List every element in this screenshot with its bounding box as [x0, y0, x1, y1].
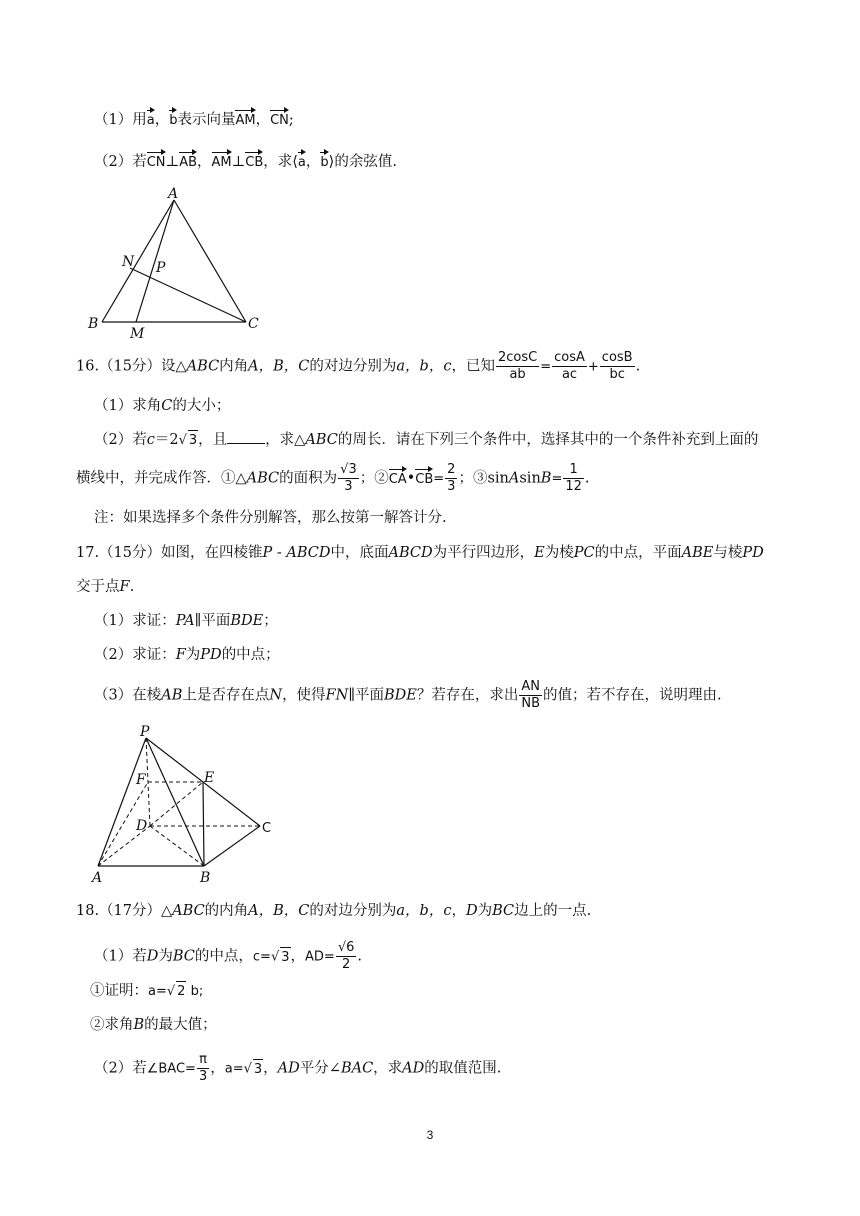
text: PC	[573, 545, 595, 561]
q17-heading-line2	[76, 577, 134, 597]
label-B: B	[200, 870, 211, 886]
text: .	[129, 579, 135, 595]
text: ，	[305, 154, 321, 170]
text: ，	[154, 112, 170, 128]
text: （1）求角	[94, 398, 162, 414]
text: D	[146, 948, 159, 965]
numerator: √3	[340, 462, 357, 477]
text: ABCD	[286, 545, 331, 561]
segment-CN	[130, 268, 246, 322]
text: ，求	[373, 1060, 403, 1077]
text: F	[119, 579, 130, 595]
denominator: 3	[344, 479, 353, 494]
denominator: ab	[509, 367, 526, 382]
text: a，b，c	[396, 903, 452, 919]
sqrt-value: 3	[253, 1059, 263, 1080]
text: （2）若	[94, 154, 147, 170]
q16-heading	[76, 350, 640, 383]
text: c	[146, 432, 155, 448]
vector-CB: CB	[245, 150, 263, 170]
text: ∥平面	[194, 613, 231, 629]
text: 的中点；	[221, 647, 280, 663]
edge-PB	[146, 738, 204, 866]
denominator: 3	[198, 1069, 208, 1084]
text: ，	[210, 1060, 225, 1077]
text: .	[635, 358, 641, 375]
text: ，已知	[451, 358, 495, 375]
vector-CN: CN	[147, 150, 166, 170]
text: BC	[172, 948, 195, 965]
text: .	[357, 948, 362, 965]
text: A，B，C	[248, 358, 310, 375]
label-B: B	[88, 316, 99, 332]
side-AC	[174, 200, 246, 322]
text: ⊥	[165, 154, 180, 170]
text: +	[587, 359, 599, 375]
numerator: 2cosC	[497, 350, 538, 365]
text: =	[433, 471, 445, 487]
text: AD	[277, 1060, 300, 1077]
text: 的大小；	[172, 398, 231, 414]
text: FN	[325, 687, 349, 704]
label-A: A	[168, 186, 179, 202]
text: （1）求证：	[94, 613, 176, 629]
text: ⟩	[328, 154, 335, 170]
numerator: 2	[447, 462, 456, 477]
text: ABC	[186, 358, 220, 375]
q16-note	[94, 508, 447, 528]
sqrt-sign: √	[270, 949, 280, 965]
text: BC	[492, 903, 515, 919]
text: ，	[197, 154, 212, 170]
vector-b: b	[320, 150, 328, 170]
text: PD	[200, 647, 222, 663]
text: 内角	[219, 358, 249, 375]
text: 的值；若不存在，说明理由.	[543, 687, 722, 704]
denominator: bc	[609, 367, 625, 382]
text: •	[406, 470, 416, 487]
text: 的最大值；	[144, 1017, 217, 1033]
text: 为平行四边形，	[432, 545, 535, 561]
text: 上是否存在点	[182, 687, 270, 704]
segment-BE	[203, 782, 204, 866]
sqrt-sign: √	[178, 433, 187, 448]
q17-part3	[94, 679, 722, 712]
text: ABC	[305, 432, 338, 448]
label-E: E	[204, 770, 215, 786]
text: （2）若	[94, 1060, 147, 1077]
text: 的取值范围.	[424, 1060, 502, 1077]
fraction	[600, 350, 635, 383]
text: 为	[158, 948, 173, 965]
sqrt-value: 3	[188, 430, 198, 451]
numerator: cosB	[601, 350, 633, 365]
text: 的对边分别为	[309, 358, 397, 375]
label-C: C	[262, 821, 272, 836]
text: .	[584, 470, 590, 487]
text: C	[161, 398, 173, 414]
denominator: NB	[521, 696, 541, 711]
text: （1）若	[94, 948, 147, 965]
text: 的面积为	[279, 470, 338, 487]
text: ，求△	[265, 432, 306, 448]
denominator: 12	[565, 479, 582, 494]
text: =	[540, 359, 552, 375]
text: 与棱	[713, 545, 743, 561]
text: 的中点，平面	[594, 545, 682, 561]
text: ABC	[172, 903, 205, 919]
edge-PA	[98, 738, 146, 866]
text: ＝2	[154, 432, 179, 448]
text: 为	[185, 647, 201, 663]
text: N	[269, 687, 283, 704]
text: ，	[451, 903, 466, 919]
sqrt-sign: √	[166, 984, 176, 999]
text: （3）在棱	[94, 687, 162, 704]
label-P: P	[156, 260, 166, 276]
text: BDE	[384, 687, 417, 704]
text: BAC	[340, 1060, 374, 1077]
text: ①	[90, 983, 105, 999]
text: 边上的一点.	[514, 903, 592, 919]
text: （2）求证：	[94, 647, 176, 663]
denominator: ac	[561, 367, 578, 382]
text: ∠BAC=	[146, 1061, 196, 1077]
q18-sub2	[90, 1015, 217, 1035]
fraction	[197, 1052, 209, 1085]
q15-part2	[94, 150, 397, 172]
text: a，b，c	[396, 358, 452, 375]
text: B	[133, 1017, 145, 1033]
text: ⊥	[231, 154, 246, 170]
text: =	[551, 471, 563, 487]
text: 证明：	[104, 983, 148, 999]
q18-part1	[94, 940, 362, 973]
q16-part2	[94, 429, 758, 451]
text: 的周长．请在下列三个条件中，选择其中的一个条件补充到上面的	[337, 432, 759, 448]
q16-part1	[94, 396, 230, 416]
text: ，使得	[282, 687, 326, 704]
text: 的余弦值.	[334, 154, 397, 170]
label-C: C	[248, 316, 259, 332]
text: 17.（15分）如图，在四棱锥	[76, 545, 263, 561]
vector-CB: CB	[415, 467, 433, 487]
q17-part1	[94, 611, 278, 631]
text: B	[540, 470, 552, 487]
triangle-figure	[84, 184, 264, 340]
text: 的中点，	[194, 948, 253, 965]
segment-AM	[136, 200, 174, 322]
text: a=	[224, 1061, 244, 1077]
vector-b: b	[169, 108, 177, 128]
text: ⟨	[292, 154, 298, 170]
page-number: 3	[426, 1128, 434, 1142]
text: c=	[252, 949, 271, 965]
vector-AM: AM	[235, 108, 255, 128]
numerator: √6	[337, 940, 355, 955]
q18-sub1	[90, 981, 203, 1002]
q17-part2	[94, 645, 280, 665]
text: ；	[263, 613, 278, 629]
denominator: 3	[447, 479, 456, 494]
text: AB	[161, 687, 183, 704]
q18-part2	[94, 1052, 501, 1085]
text: ABCD	[388, 545, 433, 561]
text: AD=	[305, 949, 335, 965]
text: ，求	[263, 154, 293, 170]
text: ；②	[359, 470, 389, 487]
label-P: P	[140, 724, 150, 740]
text: 横线中，并完成作答．①△	[76, 470, 247, 487]
text: ABC	[246, 470, 280, 487]
text: ，	[255, 112, 271, 128]
fraction	[563, 462, 584, 495]
text: 的内角	[204, 903, 249, 919]
label-A: A	[92, 870, 103, 886]
q15-part1	[94, 108, 294, 130]
sqrt-value: 2	[176, 981, 186, 1002]
label-M: M	[130, 326, 145, 340]
text: b;	[186, 984, 204, 999]
text: sin	[519, 470, 541, 487]
numerator: cosA	[554, 350, 585, 365]
text: ，	[263, 1060, 278, 1077]
fraction	[336, 940, 357, 973]
q17-heading	[76, 543, 764, 563]
text: （2）若	[94, 432, 147, 448]
text: PA	[175, 613, 195, 629]
fraction	[338, 462, 359, 495]
sqrt-value: 3	[280, 947, 290, 968]
numerator: AN	[519, 679, 542, 696]
text: A，B，C	[248, 903, 310, 919]
text: ？若存在，求出	[416, 687, 519, 704]
text: D	[465, 903, 478, 919]
numerator: 1	[563, 462, 584, 479]
fraction	[445, 462, 457, 495]
text: 为	[477, 903, 493, 919]
text: 交于点	[76, 579, 120, 595]
fraction	[519, 679, 542, 712]
text: ABE	[681, 545, 714, 561]
vector-CA: CA	[389, 467, 407, 487]
text: 注：如果选择多个条件分别解答，那么按第一解答计分.	[94, 510, 447, 526]
vector-AM: AM	[212, 150, 232, 170]
segment-DB	[150, 826, 204, 866]
label-N: N	[122, 254, 135, 270]
text: ，	[290, 948, 306, 965]
fraction	[496, 350, 539, 383]
text: A	[508, 470, 520, 487]
vector-a: a	[298, 150, 306, 170]
text: ∥平面	[348, 687, 385, 704]
label-F: F	[136, 772, 146, 788]
label-D: D	[136, 818, 148, 834]
text: 16.（15分）设△	[76, 358, 187, 375]
text: 18.（17分）△	[76, 903, 173, 919]
text: 为棱	[544, 545, 574, 561]
text: F	[175, 647, 186, 663]
text: E	[534, 545, 545, 561]
text: 表示向量	[177, 112, 236, 128]
pyramid-figure	[84, 720, 284, 888]
sqrt-sign: √	[243, 1061, 252, 1077]
numerator: π	[197, 1052, 209, 1069]
text: 的对边分别为	[309, 903, 397, 919]
text: -	[272, 545, 287, 561]
text: ②	[90, 1017, 105, 1033]
vector-AB: AB	[179, 150, 197, 170]
text: ，且	[198, 432, 228, 448]
text: ；③sin	[458, 470, 509, 487]
denominator: 2	[341, 957, 351, 972]
text: BDE	[230, 613, 264, 629]
text: PD	[742, 545, 764, 561]
text: 中，底面	[330, 545, 389, 561]
text: P	[262, 545, 273, 561]
q18-heading	[76, 901, 591, 921]
q16-conditions	[76, 462, 590, 495]
text: a=	[148, 984, 167, 999]
vector-a: a	[147, 108, 155, 128]
text: 平分∠	[299, 1060, 341, 1077]
text: AD	[402, 1060, 425, 1077]
answer-blank	[227, 429, 265, 444]
text: （1）用	[94, 112, 147, 128]
edge-BC	[204, 826, 260, 866]
text: ;	[288, 112, 294, 128]
text: 求角	[104, 1017, 134, 1033]
vector-CN: CN	[270, 108, 289, 128]
fraction	[552, 350, 587, 383]
